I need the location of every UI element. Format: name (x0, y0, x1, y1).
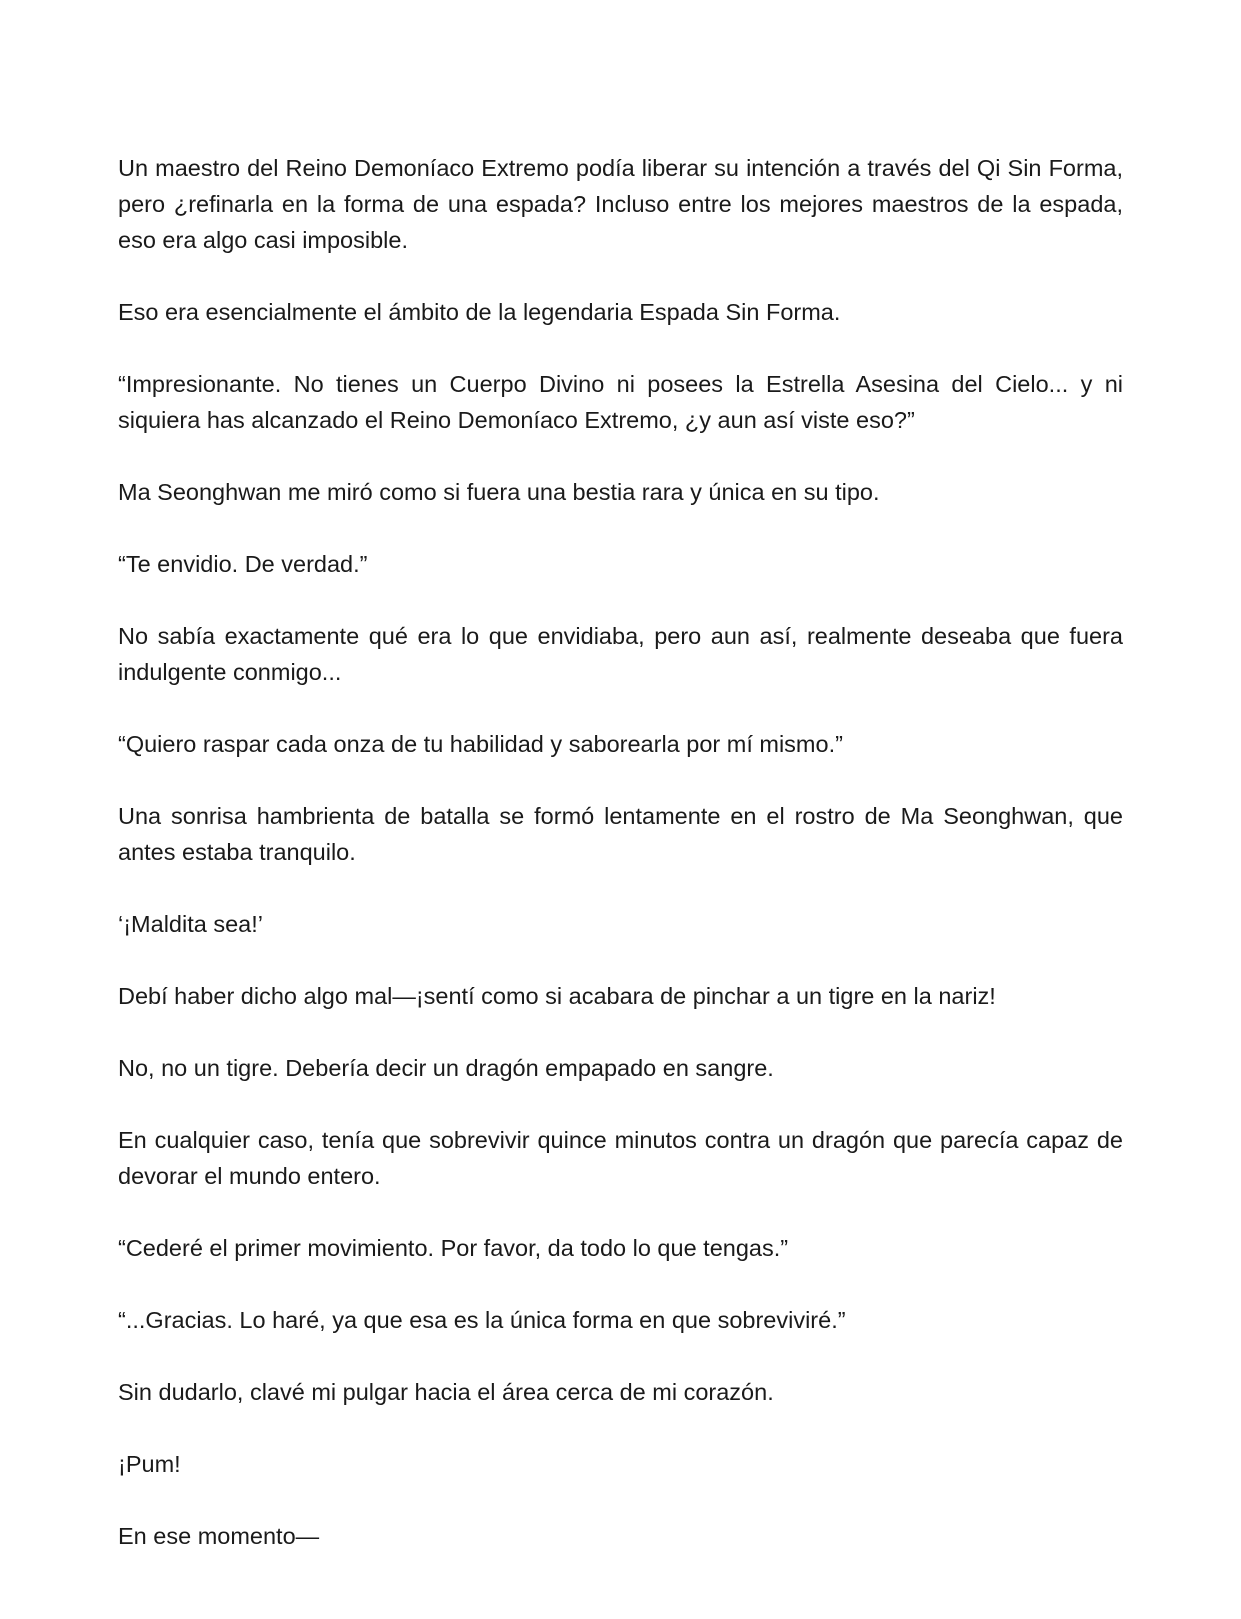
paragraph: No sabía exactamente qué era lo que envidiaba, pero aun así, realmente deseaba que fuera indulgente conmigo... (118, 623, 1123, 685)
paragraph: Debí haber dicho algo mal—¡sentí como si acabara de pinchar a un tigre en la nariz! (118, 983, 996, 1009)
paragraph: ‘¡Maldita sea!’ (118, 911, 263, 937)
document-body (118, 150, 1123, 1554)
paragraph: En cualquier caso, tenía que sobrevivir quince minutos contra un dragón que parecía capaz de devorar el mundo entero. (118, 1127, 1123, 1189)
paragraph: No, no un tigre. Debería decir un dragón empapado en sangre. (118, 1055, 774, 1081)
paragraph: “Impresionante. No tienes un Cuerpo Divino ni posees la Estrella Asesina del Cielo... y ni siquiera has alcanzado el Reino Demoníaco Extremo, ¿y aun así viste eso?” (118, 371, 1123, 433)
paragraph: “...Gracias. Lo haré, ya que esa es la única forma en que sobreviviré.” (118, 1307, 846, 1333)
paragraph: ¡Pum! (118, 1451, 181, 1477)
paragraph: Sin dudarlo, clavé mi pulgar hacia el área cerca de mi corazón. (118, 1379, 774, 1405)
paragraph: En ese momento— (118, 1523, 320, 1549)
paragraph: “Te envidio. De verdad.” (118, 551, 368, 577)
paragraph: Ma Seonghwan me miró como si fuera una bestia rara y única en su tipo. (118, 479, 880, 505)
paragraph: “Quiero raspar cada onza de tu habilidad y saborearla por mí mismo.” (118, 731, 843, 757)
paragraph: “Cederé el primer movimiento. Por favor, da todo lo que tengas.” (118, 1235, 789, 1261)
paragraph: Una sonrisa hambrienta de batalla se formó lentamente en el rostro de Ma Seonghwan, que antes estaba tranquilo. (118, 803, 1123, 865)
paragraph: Eso era esencialmente el ámbito de la legendaria Espada Sin Forma. (118, 299, 841, 325)
paragraph: Un maestro del Reino Demoníaco Extremo podía liberar su intención a través del Qi Sin Forma, pero ¿refinarla en la forma de una espada? Incluso entre los mejores maestros de la espada, eso era algo casi imposible. (118, 155, 1123, 253)
